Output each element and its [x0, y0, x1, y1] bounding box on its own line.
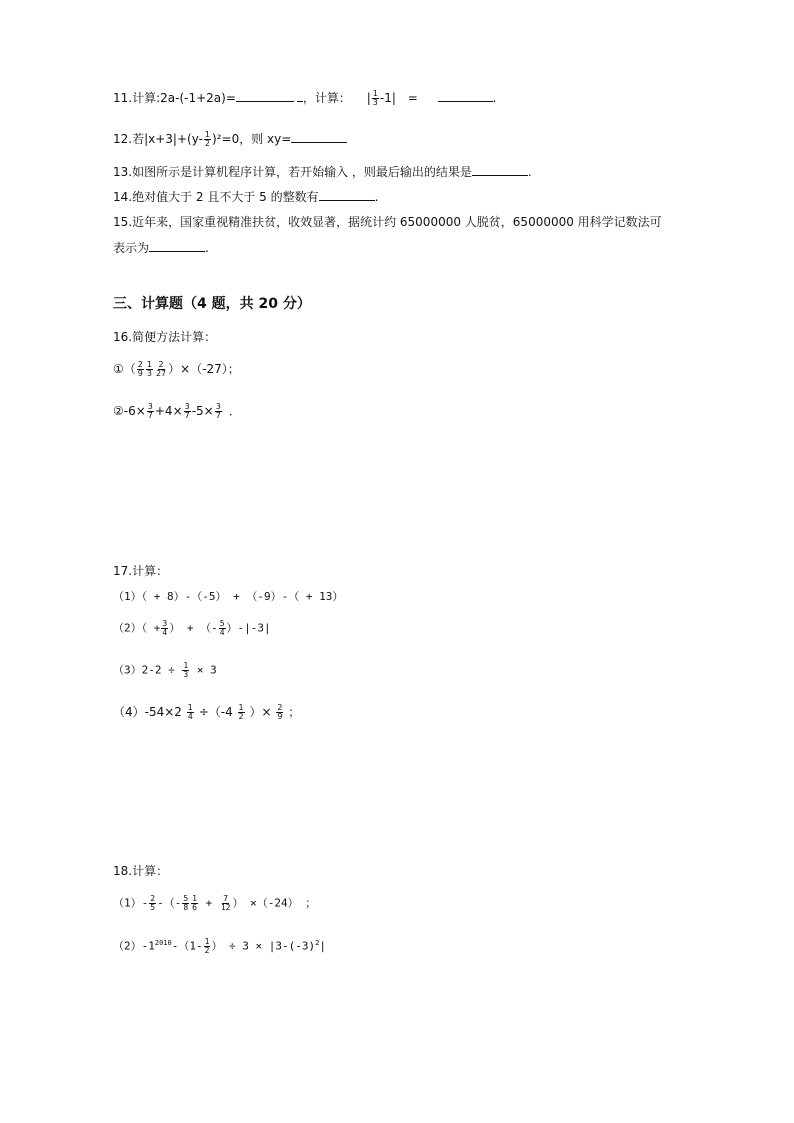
fraction-5-4: $\frac{5}{4}$ — [219, 619, 225, 637]
question-16-part2 — [113, 403, 241, 420]
q17-p3-b: × 3 — [196, 663, 217, 677]
question-17-part2 — [113, 620, 271, 637]
question-12 — [113, 130, 347, 148]
period: . — [374, 190, 379, 204]
q16-p2-c: -5× — [191, 404, 214, 418]
q17-p4-d: ； — [288, 705, 301, 719]
fraction-2-5: $\frac{2}{5}$ — [150, 894, 156, 912]
period: . — [492, 91, 497, 105]
question-13 — [113, 163, 532, 180]
fraction-3-4: $\frac{3}{4}$ — [162, 619, 168, 637]
question-17-part4 — [113, 704, 300, 721]
fraction-7-12: $\frac{7}{12}$ — [220, 894, 231, 912]
fraction-1-2: $\frac{1}{2}$ — [204, 130, 211, 148]
q18-p1-d: ） ×（-24） ； — [232, 896, 317, 910]
question-11 — [113, 89, 496, 107]
q12-text-end: )²=0，则 xy= — [212, 132, 292, 146]
q18-p1-c: + — [205, 896, 213, 910]
q17-p2-b: ） + （- — [169, 621, 218, 635]
fraction-2-9: $\frac{2}{9}$ — [277, 703, 283, 721]
answer-blank[interactable] — [472, 163, 528, 176]
q18-p2-c: ） ÷ 3 × |3-(-3) — [211, 939, 316, 953]
question-18-part2 — [113, 935, 326, 955]
q17-p4-b: ÷（-4 — [198, 705, 233, 719]
q16-p2-a: ②-6× — [113, 404, 146, 418]
q11-text: 11.计算:2a-(-1+2a)= — [113, 91, 236, 105]
q16-p1-close: ）×（-27）； — [168, 362, 240, 376]
q13-text: 13.如图所示是计算机程序计算，若开始输入 ，则最后输出的结果是 — [113, 165, 472, 179]
period: . — [527, 165, 532, 179]
q17-p3-a: （3）2-2 ÷ — [113, 663, 175, 677]
q14-text: 14.绝对值大于 2 且不大于 5 的整数有 — [113, 190, 319, 204]
q15-text-2: 表示为 — [113, 241, 150, 255]
fraction-3-7: $\frac{3}{7}$ — [147, 402, 153, 420]
q18-p2-a: （2）-1 — [113, 939, 155, 953]
period: . — [205, 241, 209, 255]
question-18-part1 — [113, 895, 316, 912]
fraction-3-7: $\frac{3}{7}$ — [215, 402, 221, 420]
question-17-part3 — [113, 662, 217, 679]
question-18-title: 18.计算： — [113, 864, 169, 878]
question-14 — [113, 188, 378, 205]
fraction-2-27: $\frac{2}{27}$ — [155, 360, 167, 378]
question-16-title: 16.简便方法计算： — [113, 330, 217, 344]
answer-blank[interactable] — [236, 89, 294, 102]
fraction-3-7: $\frac{3}{7}$ — [184, 402, 190, 420]
q12-text: 12.若|x+3|+(y- — [113, 132, 203, 146]
exponent: 2010 — [154, 939, 172, 947]
q17-p4-c: ）× — [249, 705, 272, 719]
answer-blank[interactable] — [291, 130, 347, 143]
abs-expr: -1| — [379, 91, 396, 105]
q16-p2-b: +4× — [154, 404, 183, 418]
answer-blank[interactable] — [319, 188, 375, 201]
q17-p4-a: （4）-54×2 — [113, 705, 182, 719]
fraction-1-4: $\frac{1}{4}$ — [187, 703, 193, 721]
exponent-square: 2 — [315, 939, 320, 947]
q16-p1-open: ①（ — [113, 362, 136, 376]
q18-p1-a: （1）- — [113, 896, 149, 910]
q17-p2-a: （2）（ + — [113, 621, 161, 635]
answer-blank[interactable] — [438, 89, 493, 102]
q17-p2-c: ）-|-3| — [226, 621, 271, 635]
fraction-1-3: $\frac{1}{3}$ — [372, 89, 378, 107]
fraction-2-9: $\frac{2}{9}$ — [137, 360, 143, 378]
fraction-1-2: $\frac{1}{2}$ — [238, 703, 244, 721]
fraction-1-3: $\frac{1}{3}$ — [183, 661, 189, 679]
section-heading: 三、计算题（4 题，共 20 分） — [113, 296, 311, 312]
q11-compute-label: ，计算： — [302, 91, 351, 105]
q16-p2-end: ． — [228, 404, 241, 418]
question-17-title: 17.计算： — [113, 564, 169, 578]
fraction-1-6: $\frac{1}{6}$ — [192, 894, 197, 912]
q18-p1-b: -（- — [157, 896, 182, 910]
equals-sign: = — [407, 91, 418, 105]
answer-blank[interactable] — [149, 239, 205, 252]
q18-p2-d: | — [319, 939, 326, 953]
fraction-1-3: $\frac{1}{3}$ — [146, 360, 152, 378]
q18-p2-b: -（1- — [171, 939, 203, 953]
fraction-1-2: $\frac{1}{2}$ — [204, 937, 210, 956]
question-15-line2 — [113, 239, 209, 256]
q15-text: 15.近年来，国家重视精准扶贫，收效显著，据统计约 65000000 人脱贫，65000000 用科学记数法可 — [113, 215, 662, 229]
question-16-part1 — [113, 361, 240, 378]
question-17-part1: （1）（ + 8）-（-5） + （-9）-（ + 13） — [113, 590, 344, 603]
question-15-line1 — [113, 214, 662, 230]
abs-bar: | — [366, 91, 371, 105]
fraction-5-8: $\frac{5}{8}$ — [183, 894, 189, 912]
